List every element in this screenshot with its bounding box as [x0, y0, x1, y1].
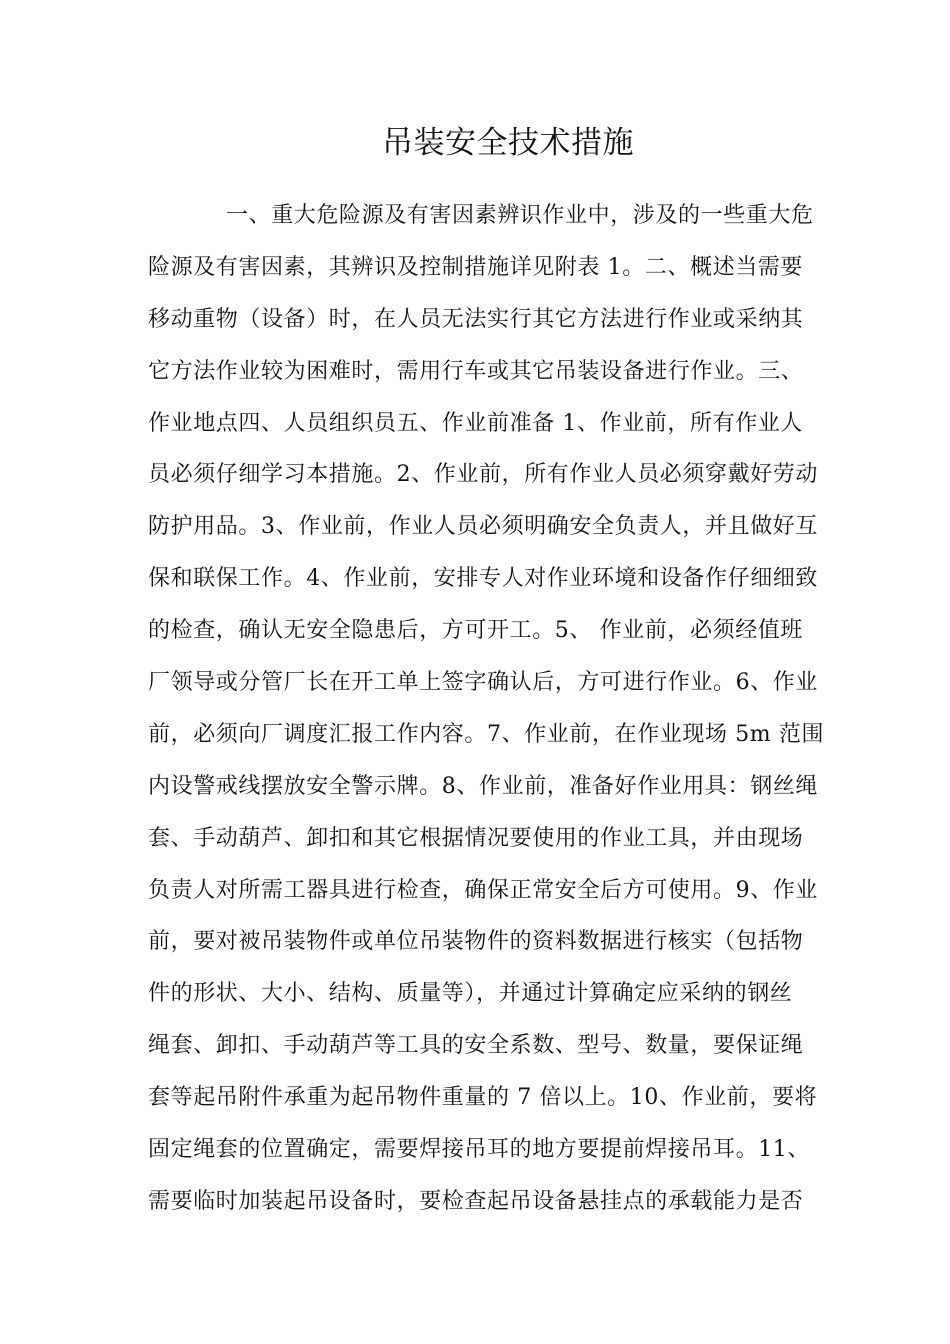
body-line: 固定绳套的位置确定，需要焊接吊耳的地方要提前焊接吊耳。11、: [148, 1137, 810, 1163]
body-line: 移动重物（设备）时，在人员无法实行其它方法进行作业或采纳其: [148, 306, 804, 332]
body-line: 保和联保工作。4、作业前，安排专人对作业环境和设备作仔细细致: [148, 566, 818, 592]
body-line: 套、手动葫芦、卸扣和其它根据情况要使用的作业工具，并由现场: [148, 825, 804, 851]
body-line: 前，必须向厂调度汇报工作内容。7、作业前，在作业现场 5m 范围: [148, 721, 825, 747]
body-line: 的检查，确认无安全隐患后，方可开工。5、 作业前，必须经值班: [148, 618, 803, 644]
body-line: 员必须仔细学习本措施。2、作业前，所有作业人员必须穿戴好劳动: [148, 462, 818, 488]
body-line: 险源及有害因素，其辨识及控制措施详见附表 1。二、概述当需要: [148, 254, 803, 280]
body-line: 负责人对所需工器具进行检查，确保正常安全后方可使用。9、作业: [148, 877, 818, 903]
document-title: 吊装安全技术措施: [382, 125, 634, 161]
body-line: 需要临时加装起吊设备时，要检查起吊设备悬挂点的承载能力是否: [148, 1188, 804, 1214]
body-line: 它方法作业较为困难时，需用行车或其它吊装设备进行作业。三、: [148, 358, 804, 384]
body-line: 件的形状、大小、结构、质量等），并通过计算确定应采纳的钢丝: [148, 981, 793, 1007]
body-line: 厂领导或分管厂长在开工单上签字确认后，方可进行作业。6、作业: [148, 670, 818, 696]
body-line: 套等起吊附件承重为起吊物件重量的 7 倍以上。10、作业前，要将: [148, 1085, 818, 1111]
body-line: 内设警戒线摆放安全警示牌。8、作业前，准备好作业用具：钢丝绳: [148, 773, 818, 799]
document-body: [148, 190, 825, 1228]
body-line: 前，要对被吊装物件或单位吊装物件的资料数据进行核实（包括物: [148, 929, 804, 955]
body-line: 防护用品。3、作业前，作业人员必须明确安全负责人，并且做好互: [148, 514, 818, 540]
body-line: 绳套、卸扣、手动葫芦等工具的安全系数、型号、数量，要保证绳: [148, 1033, 804, 1059]
body-line: 作业地点四、人员组织员五、作业前准备 1、作业前，所有作业人: [148, 410, 803, 436]
body-line: 一、重大危险源及有害因素辨识作业中，涉及的一些重大危: [226, 203, 814, 228]
